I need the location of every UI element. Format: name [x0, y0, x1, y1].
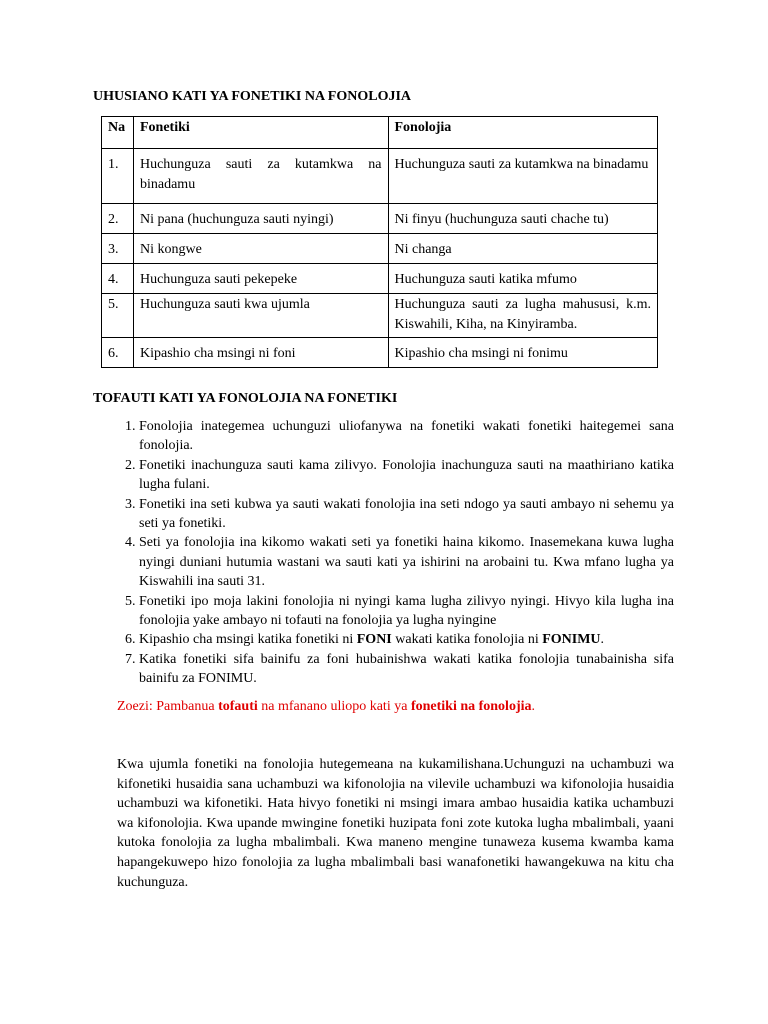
table-row: [102, 234, 658, 264]
list-item: 4. Seti ya fonolojia ina kikomo wakati seti ya fonetiki haina kikomo. Inasemekana kuwa lugha nyingi duniani hutumia wastani wa sauti kati ya ishirini na arobaini tu. Kwa mfano lugha ya Kiswahili ina sauti 31.: [139, 533, 674, 591]
list-item: 2. Fonetiki inachunguza sauti kama zilivyo. Fonolojia inachunguza sauti na maathiriano katika lugha fulani.: [139, 456, 674, 495]
section-heading-relationship: UHUSIANO KATI YA FONETIKI NA FONOLOJIA: [93, 89, 412, 104]
exercise-bold-term: tofauti: [218, 699, 258, 714]
fonolojia-cell: Huchunguza sauti za lugha mahususi, k.m. Kiswahili, Kiha, na Kinyiramba.: [388, 294, 658, 338]
conclusion-paragraph: Kwa ujumla fonetiki na fonolojia hutegemeana na kukamilishana.Uchunguzi na uchambuzi wa kifonetiki husaidia sana uchambuzi wa kifonolojia na vilevile uchambuzi wa kifonolojia husaidia uchambuzi wa kifonetiki. Hata hivyo fonetiki ni msingi imara ambao husaidia katika uchambuzi wa kifonolojia. Kwa upande mwingine fonetiki huzipata foni zote kutoka lugha mbalimbali, yaani kutoka fonolojia za lugha mbalimbali. Kwa maneno mengine tunaweza kusema kwamba kama hapangekuwepo hizo fonolojia za lugha mbalimbali basi wanafonetiki hawangekuwa na kitu cha kuchunguza.: [117, 757, 674, 890]
exercise-text: Zoezi: Pambanua: [117, 699, 219, 714]
exercise-text: .: [531, 699, 536, 714]
fonetiki-cell: Kipashio cha msingi ni foni: [133, 338, 388, 368]
fonolojia-cell: Ni finyu (huchunguza sauti chache tu): [388, 204, 658, 234]
list-item-text: Kipashio cha msingi katika fonetiki ni: [139, 632, 357, 648]
row-number: 3.: [102, 234, 134, 264]
row-number: 4.: [102, 264, 134, 294]
comparison-table: [101, 116, 658, 368]
list-item: [139, 630, 674, 649]
row-number: 2.: [102, 204, 134, 234]
exercise-text: na mfanano uliopo kati ya: [257, 699, 411, 714]
bold-term-fonimu: FONIMU: [542, 632, 601, 648]
list-item: 5. Fonetiki ipo moja lakini fonolojia ni nyingi kama lugha zilivyo nyingi. Hivyo kila lugha ina fonolojia yake ambayo ni tofauti na fonolojia ya lugha nyingine: [139, 592, 674, 631]
table-row: [102, 264, 658, 294]
fonolojia-cell: Kipashio cha msingi ni fonimu: [388, 338, 658, 368]
section-heading-differences: TOFAUTI KATI YA FONOLOJIA NA FONETIKI: [93, 391, 398, 406]
fonetiki-cell: Ni kongwe: [133, 234, 388, 264]
table-header-row: [102, 117, 658, 149]
list-item-text: .: [600, 632, 605, 648]
fonetiki-cell: Ni pana (huchunguza sauti nyingi): [133, 204, 388, 234]
table-header-cell: Fonetiki: [133, 117, 388, 149]
table-row: [102, 338, 658, 368]
fonetiki-cell: Huchunguza sauti kwa ujumla: [133, 294, 388, 338]
row-number: 1.: [102, 149, 134, 204]
exercise-prompt: [117, 697, 677, 717]
fonolojia-cell: Huchunguza sauti za kutamkwa na binadamu: [388, 149, 658, 204]
table-row: [102, 149, 658, 204]
table-row: [102, 294, 658, 338]
differences-list: [93, 417, 674, 689]
list-item-text: wakati katika fonolojia ni: [391, 632, 543, 648]
fonetiki-cell: Huchunguza sauti pekepeke: [133, 264, 388, 294]
fonolojia-cell: Huchunguza sauti katika mfumo: [388, 264, 658, 294]
list-item: 3. Fonetiki ina seti kubwa ya sauti wakati fonolojia ina seti ndogo ya sauti ambayo ni sehemu ya seti ya fonetiki.: [139, 495, 674, 534]
row-number: 6.: [102, 338, 134, 368]
fonolojia-cell: Ni changa: [388, 234, 658, 264]
list-item: 1. Fonolojia inategemea uchunguzi uliofanywa na fonetiki wakati fonetiki haitegemei sana fonolojia.: [139, 417, 674, 456]
table-row: [102, 204, 658, 234]
bold-term-foni: FONI: [356, 632, 392, 648]
table-header-cell: Na: [102, 117, 134, 149]
row-number: 5.: [102, 294, 134, 338]
table-header-cell: Fonolojia: [388, 117, 658, 149]
fonetiki-cell: Huchunguza sauti za kutamkwa na binadamu: [133, 149, 388, 204]
list-item: 7. Katika fonetiki sifa bainifu za foni hubainishwa wakati katika fonolojia tunabainisha sifa bainifu za FONIMU.: [139, 650, 674, 689]
exercise-bold-term: fonetiki na fonolojia: [410, 699, 532, 714]
